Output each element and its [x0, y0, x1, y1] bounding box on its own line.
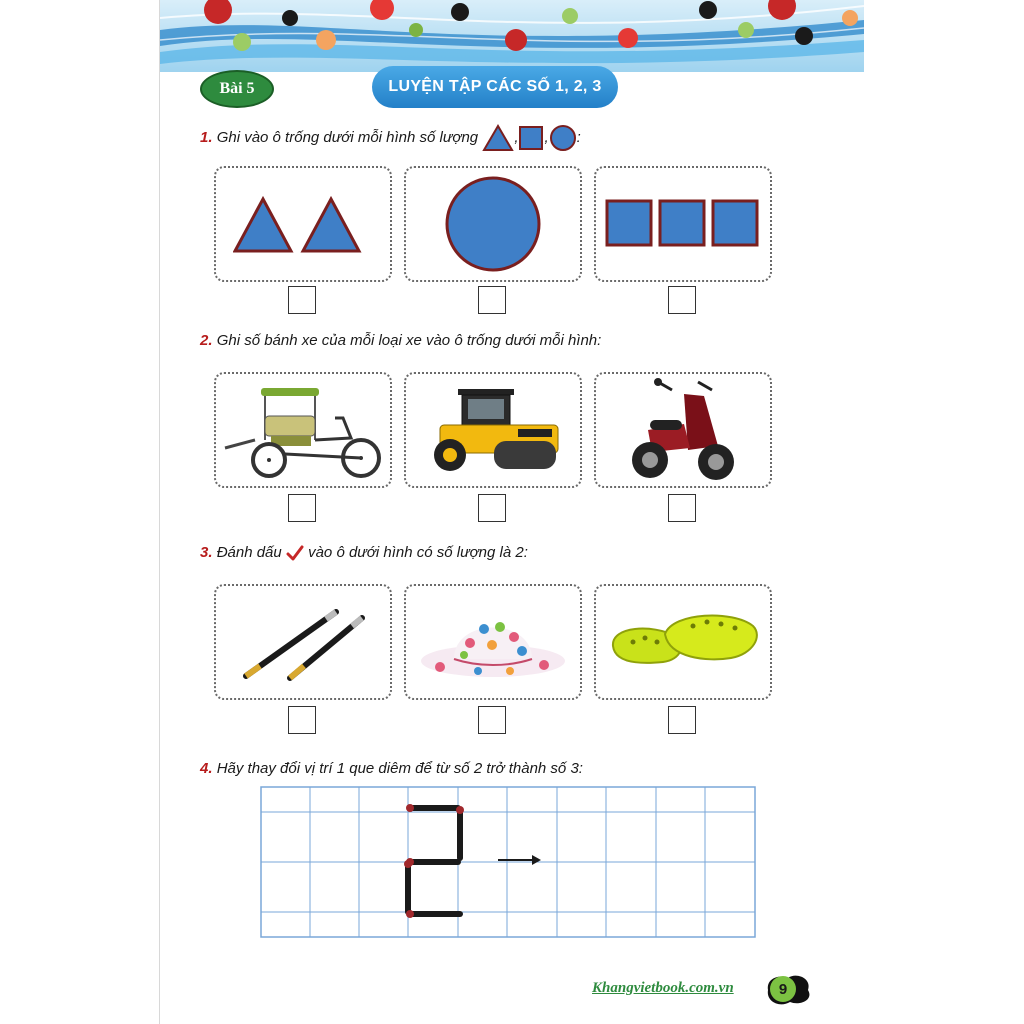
checkmark-icon — [286, 545, 304, 561]
answer-box[interactable] — [288, 286, 316, 314]
answer-box[interactable] — [288, 706, 316, 734]
question-text-after: vào ô dưới hình có số lượng là 2: — [308, 544, 528, 561]
two-triangles-picture — [233, 189, 373, 259]
comma: , — [514, 128, 519, 146]
question-4-title — [200, 760, 583, 777]
picture-card-squares — [594, 166, 772, 282]
road-roller-picture — [418, 385, 568, 475]
picture-card-road-roller — [404, 372, 582, 488]
picture-card-motor-scooter — [594, 372, 772, 488]
answer-box[interactable] — [668, 706, 696, 734]
picture-card-sun-hat — [404, 584, 582, 700]
question-number: 2. — [200, 332, 213, 349]
cyclo-picture — [221, 380, 385, 480]
question-number: 4. — [200, 760, 213, 777]
circle-icon — [549, 124, 577, 152]
answer-box[interactable] — [668, 494, 696, 522]
question-text: Ghi vào ô trống dưới mỗi hình số lượng — [216, 128, 479, 146]
page-title: LUYỆN TẬP CÁC SỐ 1, 2, 3 — [372, 66, 618, 108]
three-squares-picture — [605, 199, 761, 249]
question-1-title — [200, 124, 581, 152]
comma: , — [544, 128, 549, 146]
page-number: 9 — [770, 976, 796, 1002]
sun-hat-picture — [418, 597, 568, 687]
picture-card-triangles — [214, 166, 392, 282]
circle-picture — [438, 174, 548, 274]
question-colon: : — [576, 128, 581, 146]
motor-scooter-picture — [628, 376, 738, 484]
picture-card-circle — [404, 166, 582, 282]
picture-card-sandals — [594, 584, 772, 700]
picture-card-chopsticks — [214, 584, 392, 700]
publisher-website-link[interactable]: Khangvietbook.com.vn — [592, 980, 734, 996]
question-text: Hãy thay đổi vị trí 1 que diêm để từ số 2 trở thành số 3: — [216, 760, 583, 777]
question-text-before: Đánh dấu — [216, 544, 282, 561]
workbook-page — [160, 0, 864, 1024]
answer-box[interactable] — [478, 706, 506, 734]
chopsticks-picture — [238, 602, 368, 682]
answer-box[interactable] — [288, 494, 316, 522]
answer-box[interactable] — [478, 494, 506, 522]
picture-card-cyclo — [214, 372, 392, 488]
question-number: 1. — [200, 128, 213, 146]
square-icon — [518, 125, 544, 151]
matchstick-grid — [260, 786, 758, 940]
sandals-picture — [603, 602, 763, 682]
answer-box[interactable] — [668, 286, 696, 314]
triangle-icon — [482, 124, 514, 152]
page-number-badge — [762, 972, 804, 1006]
question-text: Ghi số bánh xe của mỗi loại xe vào ô trống dưới mỗi hình: — [216, 332, 602, 349]
question-number: 3. — [200, 544, 213, 561]
question-2-title — [200, 332, 601, 349]
header-banner — [160, 0, 864, 72]
answer-box[interactable] — [478, 286, 506, 314]
question-3-title — [200, 544, 528, 561]
lesson-badge: Bài 5 — [200, 70, 274, 108]
